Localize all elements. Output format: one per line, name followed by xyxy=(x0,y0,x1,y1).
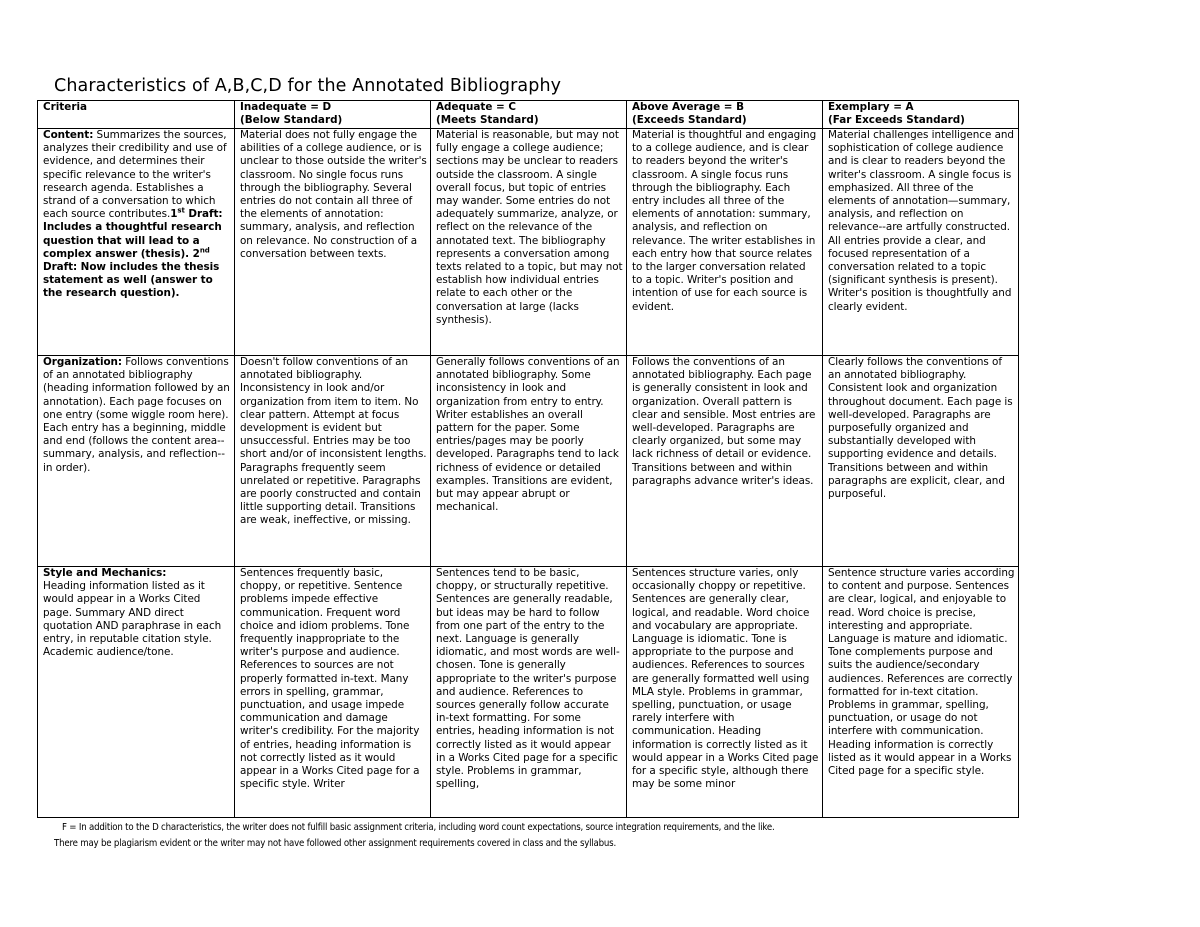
rubric-table xyxy=(37,100,1019,818)
page-title: Characteristics of A,B,C,D for the Annotated Bibliography xyxy=(54,76,562,96)
organization-grade-d: Doesn't follow conventions of an annotated bibliography. Inconsistency in look and/or organization from item to item. No clear pattern. Attempt at focus development is evident but unsuccessful. Entries may be too short and/or of inconsistent lengths. Paragraphs frequently seem unrelated or repetitive. Paragraphs are poorly constructed and contain little supporting detail. Transitions are weak, ineffective, or missing. xyxy=(235,356,431,567)
style-grade-b: Sentences structure varies, only occasionally choppy or repetitive. Sentences are generally clear, logical, and readable. Word choice and vocabulary are appropriate. Language is idiomatic. Tone is appropriate to the purpose and audiences. References to sources are generally formatted well using MLA style. Problems in grammar, spelling, punctuation, or usage rarely interfere with communication. Heading information is correctly listed as it would appear in a Works Cited page for a specific style, although there may be some minor xyxy=(627,567,823,818)
header-grade-c: Adequate = C (Meets Standard) xyxy=(431,101,627,129)
draft-requirements: 1st Draft: Includes a thoughtful research question that will lead to a complex answer (thesis). 2nd Draft: Now includes the thesis statement as well (answer to the research question). xyxy=(43,206,223,300)
criteria-content: Content: Summarizes the sources, analyzes their credibility and use of evidence, and determines their specific relevance to the writer's research agenda. Establishes a strand of a conversation to which each source contributes.1st Draft: Includes a thoughtful research question that will lead to a complex answer (thesis). 2nd Draft: Now includes the thesis statement as well (answer to the research question). xyxy=(38,129,235,356)
footnote-grade-f: F = In addition to the D characteristics, the writer does not fulfill basic assignment criteria, including word count expectations, source integration requirements, and the like. xyxy=(62,822,775,833)
header-grade-b: Above Average = B (Exceeds Standard) xyxy=(627,101,823,129)
criteria-style: Style and Mechanics: Heading information listed as it would appear in a Works Cited page. Summary AND direct quotation AND paraphrase in each entry, in reputable citation style. Academic audience/tone. xyxy=(38,567,235,818)
organization-grade-a: Clearly follows the conventions of an annotated bibliography. Consistent look and organization throughout document. Each page is well-developed. Paragraphs are purposefully organized and substantially developed with supporting evidence and details. Transitions between and within paragraphs are explicit, clear, and purposeful. xyxy=(823,356,1019,567)
footnote-plagiarism: There may be plagiarism evident or the writer may not have followed other assignment requirements covered in class and the syllabus. xyxy=(54,838,617,849)
header-criteria: Criteria xyxy=(38,101,235,129)
style-grade-c: Sentences tend to be basic, choppy, or structurally repetitive. Sentences are generally readable, but ideas may be hard to follow from one part of the entry to the next. Language is generally idiomatic, and most words are well-chosen. Tone is generally appropriate to the writer's purpose and audience. References to sources generally follow accurate in-text formatting. For some entries, heading information is not correctly listed as it would appear in a Works Cited page for a specific style. Problems in grammar, spelling, xyxy=(431,567,627,818)
content-grade-b: Material is thoughtful and engaging to a college audience, and is clear to readers beyond the writer's classroom. A single focus runs through the bibliography. Each entry includes all three of the elements of annotation: summary, analysis, and reflection on relevance. The writer establishes in each entry how that source relates to the larger conversation related to a topic. Writer's position and intention of use for each source is evident. xyxy=(627,129,823,356)
organization-grade-c: Generally follows conventions of an annotated bibliography. Some inconsistency in look and organization from entry to entry. Writer establishes an overall pattern for the paper. Some entries/pages may be poorly developed. Paragraphs tend to lack richness of evidence or detailed examples. Transitions are evident, but may appear abrupt or mechanical. xyxy=(431,356,627,567)
organization-grade-b: Follows the conventions of an annotated bibliography. Each page is generally consistent in look and organization. Overall pattern is clear and sensible. Most entries are well-developed. Paragraphs are clearly organized, but some may lack richness of detail or evidence. Transitions between and within paragraphs advance writer's ideas. xyxy=(627,356,823,567)
style-grade-a: Sentence structure varies according to content and purpose. Sentences are clear, logical, and enjoyable to read. Word choice is precise, interesting and appropriate. Language is mature and idiomatic. Tone complements purpose and suits the audience/secondary audiences. References are correctly formatted for in-text citation. Problems in grammar, spelling, punctuation, or usage do not interfere with communication. Heading information is correctly listed as it would appear in a Works Cited page for a specific style. xyxy=(823,567,1019,818)
header-grade-a: Exemplary = A (Far Exceeds Standard) xyxy=(823,101,1019,129)
header-row xyxy=(38,101,1019,129)
table-row-organization xyxy=(38,356,1019,567)
table-row-content xyxy=(38,129,1019,356)
style-grade-d: Sentences frequently basic, choppy, or repetitive. Sentence problems impede effective communication. Frequent word choice and idiom problems. Tone frequently inappropriate to the writer's purpose and audience. References to sources are not properly formatted in-text. Many errors in spelling, grammar, punctuation, and usage impede communication and damage writer's credibility. For the majority of entries, heading information is not correctly listed as it would appear in a Works Cited page for a specific style. Writer xyxy=(235,567,431,818)
content-grade-c: Material is reasonable, but may not fully engage a college audience; sections may be unclear to readers outside the classroom. A single overall focus, but topic of entries may wander. Some entries do not adequately summarize, analyze, or reflect on the relevance of the annotated text. The bibliography represents a conversation among texts related to a topic, but may not establish how individual entries relate to each other or the conversation at large (lacks synthesis). xyxy=(431,129,627,356)
content-grade-d: Material does not fully engage the abilities of a college audience, or is unclear to those outside the writer's classroom. No single focus runs through the bibliography. Several entries do not contain all three of the elements of annotation: summary, analysis, and reflection on relevance. No construction of a conversation between texts. xyxy=(235,129,431,356)
header-grade-d: Inadequate = D (Below Standard) xyxy=(235,101,431,129)
table-row-style xyxy=(38,567,1019,818)
content-grade-a: Material challenges intelligence and sophistication of college audience and is clear to readers beyond the writer's classroom. A single focus is emphasized. All three of the elements of annotation—summary, analysis, and reflection on relevance--are artfully constructed. All entries provide a clear, and focused representation of a conversation related to a topic (significant synthesis is present). Writer's position is thoughtfully and clearly evident. xyxy=(823,129,1019,356)
criteria-organization: Organization: Follows conventions of an annotated bibliography (heading information followed by an annotation). Each page focuses on one entry (some wiggle room here). Each entry has a beginning, middle and end (follows the content area--summary, analysis, and reflection--in order). xyxy=(38,356,235,567)
